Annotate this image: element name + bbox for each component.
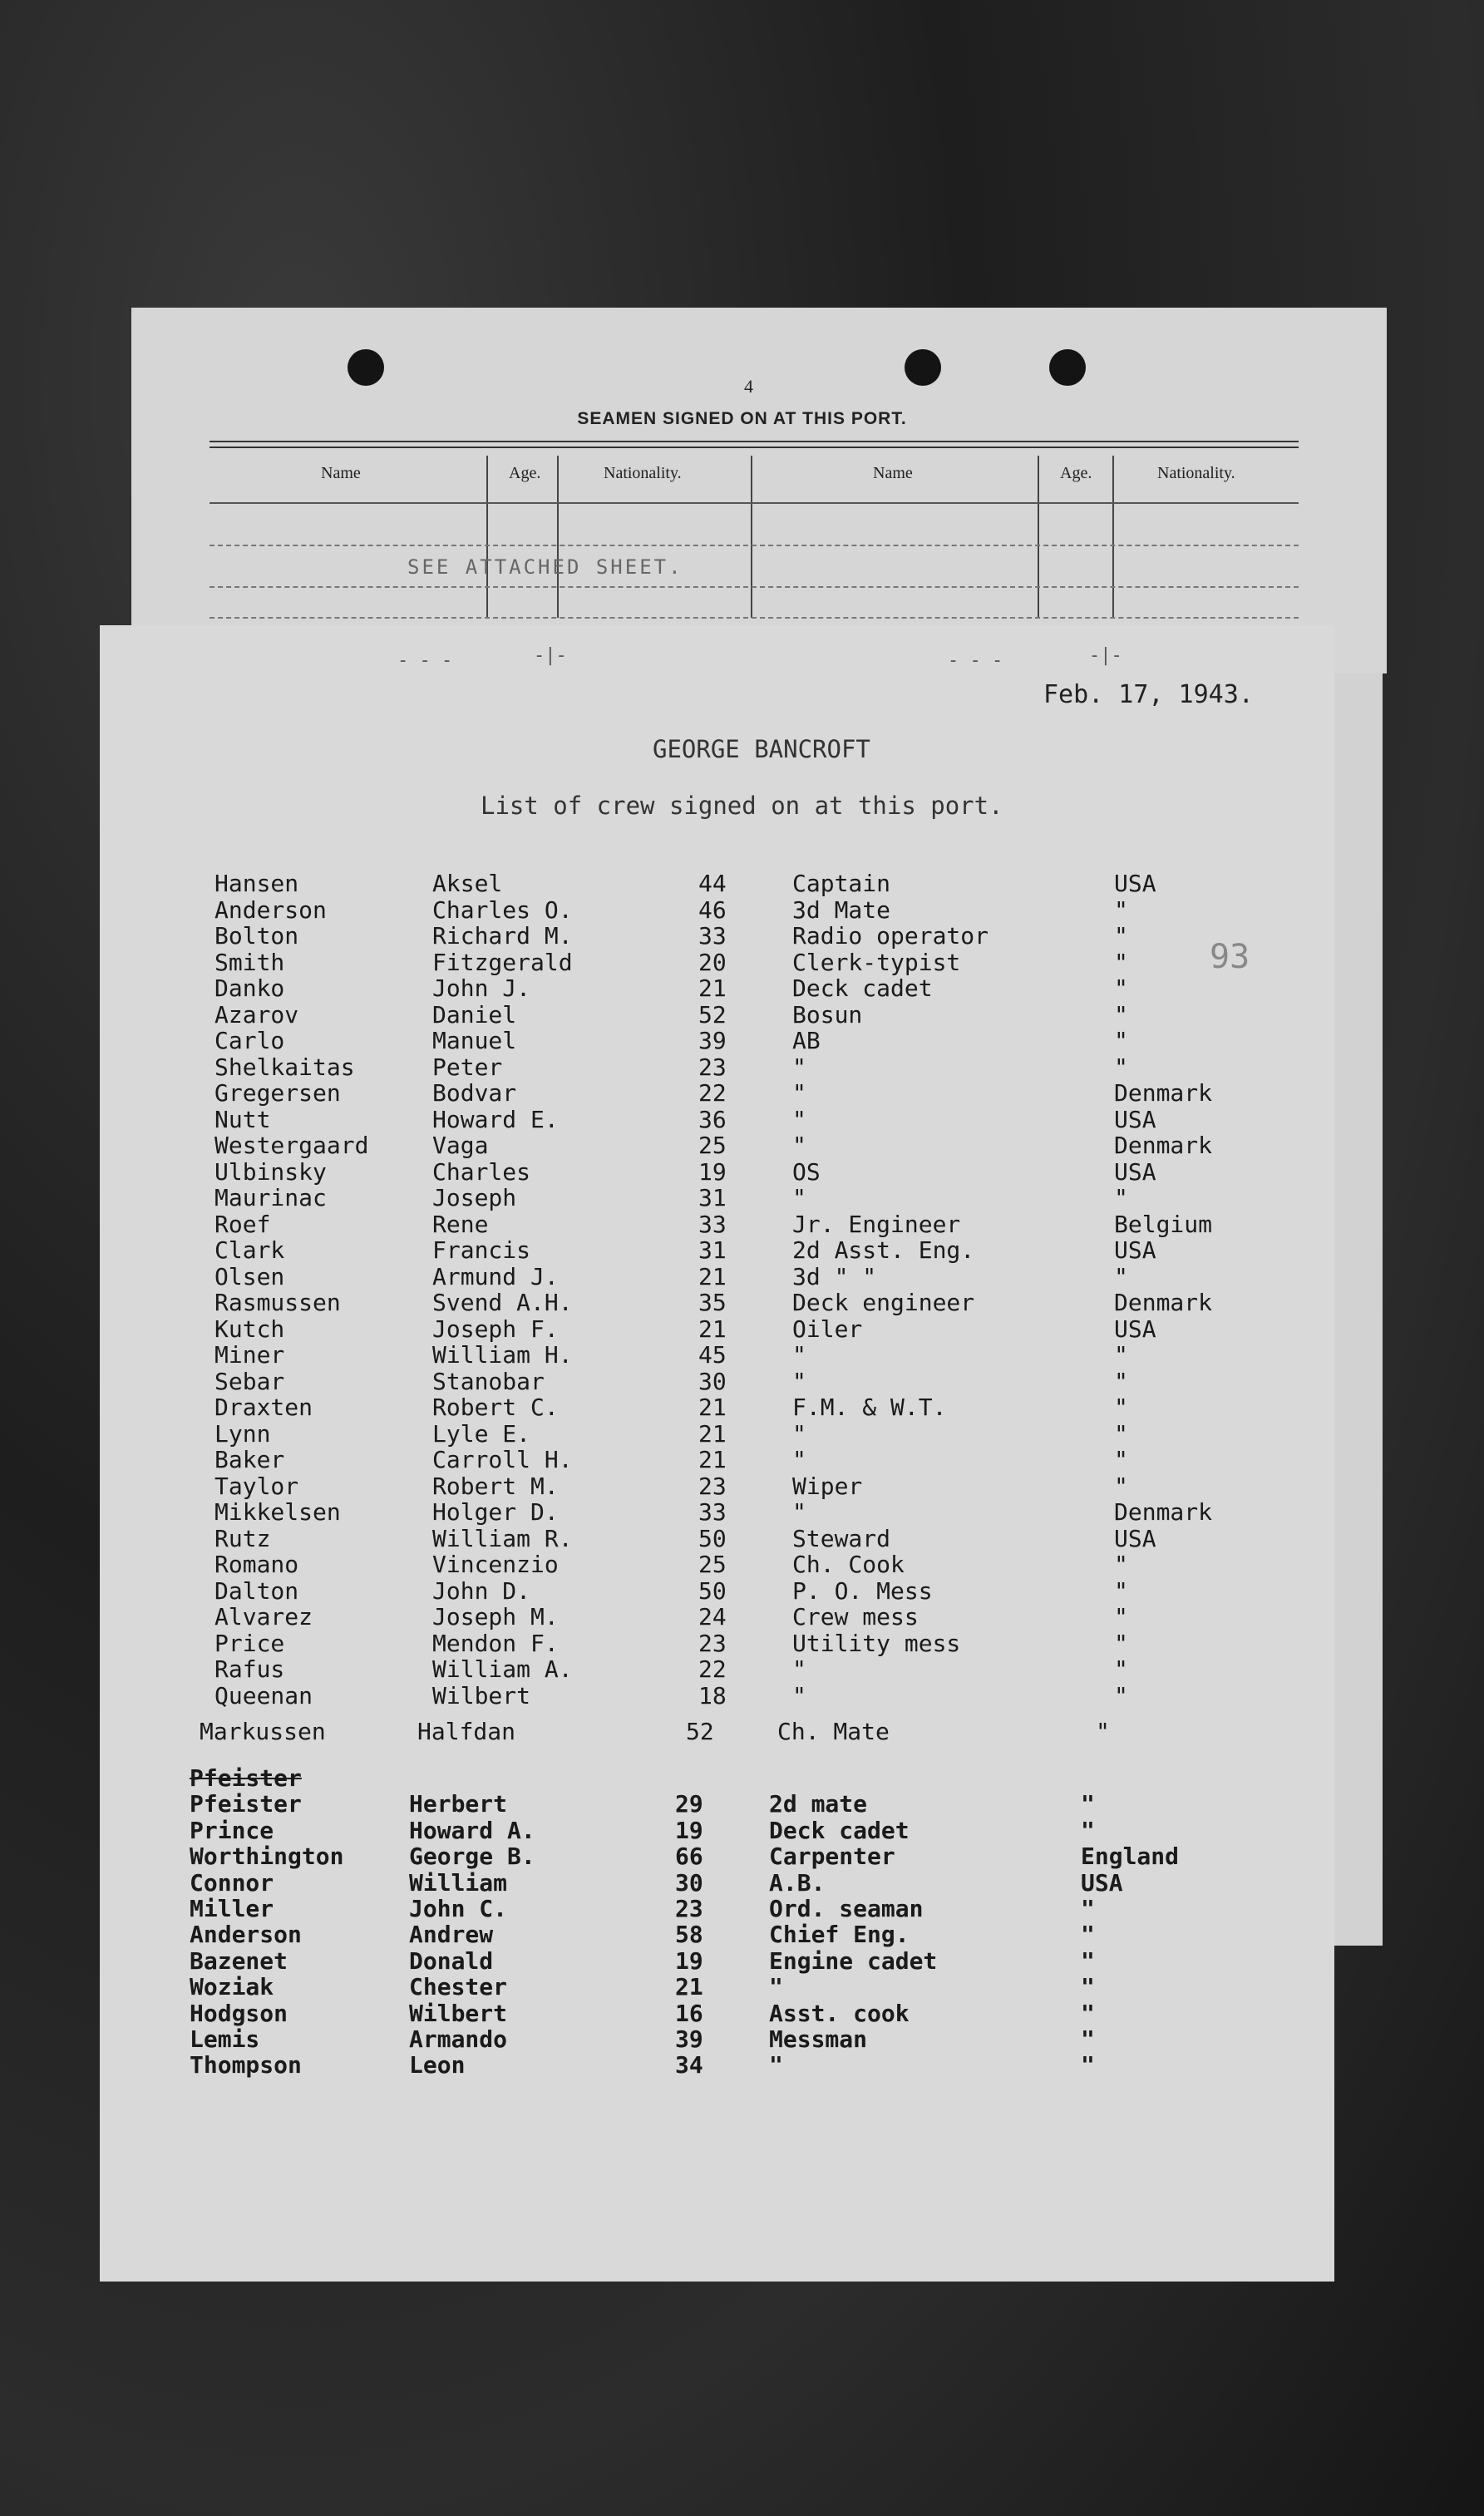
crew-first-name: Armund J. [432, 1262, 559, 1290]
crew-first-name: Howard E. [432, 1105, 559, 1133]
crew-row [0, 870, 1484, 896]
col-header-age: Age. [1060, 464, 1092, 482]
crew-nationality: " [1081, 2051, 1095, 2079]
crew-row [0, 1236, 1484, 1263]
crew-nationality: " [1081, 1946, 1095, 1975]
crew-first-name: Joseph M. [432, 1603, 559, 1630]
crew-first-name: Lyle E. [432, 1419, 531, 1448]
crew-row [0, 1027, 1484, 1053]
crew-first-name: Herbert [409, 1790, 508, 1818]
crew-nationality: Denmark [1114, 1079, 1213, 1107]
crew-row [0, 1106, 1484, 1132]
crew-role: Ch. Mate [777, 1718, 890, 1745]
crew-first-name: Holger D. [432, 1498, 559, 1526]
crew-role: Deck cadet [769, 1816, 910, 1844]
crew-age: 23 [675, 1895, 703, 1922]
crew-last-name: Hodgson [190, 1999, 288, 2027]
crew-nationality: USA [1114, 1236, 1156, 1264]
crew-role: Utility mess [792, 1629, 961, 1657]
crew-role: " [792, 1132, 806, 1159]
crew-last-name: Prince [190, 1816, 274, 1844]
crew-age: 22 [698, 1079, 727, 1107]
crew-first-name: Peter [432, 1053, 503, 1081]
crew-row [0, 1498, 1484, 1525]
crew-first-name: William [409, 1868, 508, 1897]
crew-role: Captain [792, 870, 891, 897]
crew-row [0, 949, 1484, 975]
crew-row [0, 922, 1484, 949]
crew-row [0, 1551, 1484, 1577]
crew-age: 25 [698, 1132, 727, 1159]
crew-last-name: Markussen [200, 1718, 326, 1745]
crew-last-name: Dalton [214, 1576, 299, 1605]
crew-role: Ord. seaman [769, 1895, 924, 1922]
crew-nationality: " [1114, 1341, 1128, 1369]
crew-age: 18 [698, 1681, 727, 1709]
crew-first-name: Robert C. [432, 1394, 559, 1421]
crew-first-name: Armando [409, 2025, 508, 2053]
col-header-nationality: Nationality. [604, 464, 682, 482]
crew-role: A.B. [769, 1868, 826, 1897]
crew-nationality: " [1114, 1551, 1128, 1578]
crew-row [0, 1184, 1484, 1211]
crew-role: Chief Eng. [769, 1921, 910, 1949]
crew-first-name: Wilbert [409, 1999, 508, 2027]
crew-first-name: William H. [432, 1341, 573, 1369]
crew-age: 24 [698, 1603, 727, 1630]
crew-nationality: " [1114, 922, 1128, 950]
crew-role: " [792, 1681, 806, 1709]
crew-row [0, 2025, 1484, 2052]
crew-age: 66 [675, 1843, 703, 1871]
crew-first-name: Charles [432, 1157, 531, 1186]
crew-row [0, 1263, 1484, 1290]
list-title: List of crew signed on at this port. [481, 792, 1003, 820]
crew-last-name: Nutt [214, 1105, 271, 1133]
crew-last-name: Olsen [214, 1262, 285, 1290]
crew-nationality: " [1114, 1000, 1128, 1029]
crew-role: " [792, 1367, 806, 1395]
crew-age: 19 [698, 1157, 727, 1186]
crew-last-name: Baker [214, 1446, 285, 1473]
crew-first-name: William R. [432, 1524, 573, 1552]
column-divider [557, 456, 559, 618]
crew-age: 23 [698, 1629, 727, 1657]
crew-row [0, 1921, 1484, 1947]
crew-nationality: " [1114, 1629, 1128, 1657]
crew-nationality: " [1081, 1999, 1095, 2027]
crew-last-name: Bazenet [190, 1946, 288, 1975]
crew-row [0, 1764, 1484, 1791]
crew-role: Ch. Cook [792, 1551, 905, 1578]
crew-last-name: Miller [190, 1895, 274, 1922]
crew-nationality: USA [1114, 870, 1156, 897]
crew-row [0, 1790, 1484, 1817]
crew-role: Deck engineer [792, 1289, 975, 1316]
crew-role: " [769, 1973, 783, 2001]
crew-age: 52 [698, 1000, 727, 1029]
crew-row [0, 1947, 1484, 1974]
form-line-fragment: - - - [948, 650, 1003, 671]
crew-last-name: Maurinac [214, 1184, 327, 1211]
crew-first-name: Mendon F. [432, 1629, 559, 1657]
crew-age: 31 [698, 1236, 727, 1264]
crew-last-name: Gregersen [214, 1079, 341, 1107]
crew-role: Radio operator [792, 922, 989, 950]
crew-age: 21 [698, 1419, 727, 1448]
crew-first-name: Wilbert [432, 1681, 531, 1709]
crew-age: 31 [698, 1184, 727, 1211]
form-line-fragment: -|- [1089, 645, 1122, 666]
crew-first-name: Joseph [432, 1184, 517, 1211]
crew-first-name: Robert M. [432, 1472, 559, 1500]
crew-role: " [792, 1446, 806, 1473]
crew-age: 19 [675, 1946, 703, 1975]
crew-role: " [792, 1105, 806, 1133]
crew-last-name: Shelkaitas [214, 1053, 355, 1081]
crew-nationality: " [1114, 1394, 1128, 1421]
column-divider [486, 456, 488, 618]
crew-age: 46 [698, 895, 727, 924]
crew-last-name: Rafus [214, 1655, 285, 1683]
crew-role: Asst. cook [769, 1999, 910, 2027]
crew-last-name: Roef [214, 1210, 271, 1238]
row-line [210, 617, 1299, 619]
crew-age: 21 [698, 1446, 727, 1473]
crew-age: 33 [698, 1210, 727, 1238]
document-date: Feb. 17, 1943. [1043, 680, 1254, 709]
crew-first-name: Fitzgerald [432, 948, 573, 976]
crew-row [0, 1315, 1484, 1342]
crew-row [0, 1869, 1484, 1896]
crew-nationality: " [1081, 1790, 1095, 1818]
crew-role: AB [792, 1027, 821, 1054]
crew-row [0, 1053, 1484, 1080]
crew-last-name: Romano [214, 1551, 299, 1578]
crew-last-name: Lemis [190, 2025, 260, 2053]
crew-role: Bosun [792, 1000, 863, 1029]
crew-first-name: Vaga [432, 1132, 489, 1159]
form-line-fragment: -|- [534, 645, 567, 666]
crew-age: 21 [698, 1394, 727, 1421]
punch-hole [905, 349, 941, 386]
crew-nationality: " [1081, 1973, 1095, 2001]
crew-row [0, 1655, 1484, 1682]
crew-last-name: Smith [214, 948, 285, 976]
crew-row [0, 1446, 1484, 1473]
crew-first-name: Daniel [432, 1000, 517, 1029]
crew-role: " [792, 1184, 806, 1211]
crew-first-name: Howard A. [409, 1816, 535, 1844]
crew-age: 21 [698, 1262, 727, 1290]
crew-last-name: Clark [214, 1236, 285, 1264]
crew-last-name: Danko [214, 974, 285, 1002]
crew-last-name: Azarov [214, 1000, 299, 1029]
crew-row [0, 2000, 1484, 2026]
crew-first-name: Carroll H. [432, 1446, 573, 1473]
crew-age: 45 [698, 1341, 727, 1369]
crew-nationality: " [1114, 974, 1128, 1002]
crew-row [0, 1079, 1484, 1106]
crew-nationality: Denmark [1114, 1498, 1213, 1526]
crew-nationality: Belgium [1114, 1210, 1213, 1238]
crew-last-name: Lynn [214, 1419, 271, 1448]
title-rule [210, 446, 1299, 448]
crew-age: 52 [686, 1718, 714, 1745]
crew-last-name: Price [214, 1629, 285, 1657]
crew-age: 44 [698, 870, 727, 897]
crew-age: 50 [698, 1524, 727, 1552]
crew-row [0, 1577, 1484, 1604]
crew-row [0, 1341, 1484, 1368]
crew-age: 30 [675, 1868, 703, 1897]
crew-last-name: Bolton [214, 922, 299, 950]
crew-nationality: " [1114, 948, 1128, 976]
crew-role: " [792, 1419, 806, 1448]
crew-nationality: " [1114, 1262, 1128, 1290]
crew-row [0, 1473, 1484, 1499]
crew-nationality: " [1114, 1027, 1128, 1054]
crew-last-name: Anderson [214, 895, 327, 924]
crew-last-name: Anderson [190, 1921, 302, 1949]
crew-age: 34 [675, 2051, 703, 2079]
crew-nationality: " [1114, 1446, 1128, 1473]
crew-first-name: Bodvar [432, 1079, 517, 1107]
ship-name: GEORGE BANCROFT [653, 735, 870, 763]
crew-first-name: Chester [409, 1973, 508, 2001]
crew-role: Wiper [792, 1472, 863, 1500]
crew-role: Jr. Engineer [792, 1210, 961, 1238]
crew-role: Carpenter [769, 1843, 895, 1871]
crew-nationality: " [1114, 1603, 1128, 1630]
crew-role: " [792, 1498, 806, 1526]
col-header-nationality: Nationality. [1157, 464, 1235, 482]
crew-last-name: Worthington [190, 1843, 344, 1871]
crew-first-name: George B. [409, 1843, 535, 1871]
form-line-fragment: - - - [397, 650, 453, 671]
crew-nationality: Denmark [1114, 1132, 1213, 1159]
crew-row [0, 1973, 1484, 2000]
crew-first-name: Vincenzio [432, 1551, 559, 1578]
crew-age: 33 [698, 922, 727, 950]
crew-role: Crew mess [792, 1603, 919, 1630]
crew-row [0, 1630, 1484, 1656]
crew-first-name: Halfdan [417, 1718, 516, 1745]
crew-row [0, 1603, 1484, 1630]
crew-age: 33 [698, 1498, 727, 1526]
crew-age: 35 [698, 1289, 727, 1316]
crew-first-name: Francis [432, 1236, 531, 1264]
crew-last-name: Kutch [214, 1315, 285, 1343]
crew-last-name: Ulbinsky [214, 1157, 327, 1186]
crew-first-name: John D. [432, 1576, 531, 1605]
crew-last-name: Hansen [214, 870, 299, 897]
title-rule [210, 441, 1299, 442]
crew-nationality: USA [1081, 1868, 1123, 1897]
crew-last-name: Connor [190, 1868, 274, 1897]
crew-nationality: " [1081, 1921, 1095, 1949]
punch-hole [348, 349, 384, 386]
col-header-age: Age. [509, 464, 541, 482]
stamped-number: 93 [1210, 938, 1250, 976]
crew-last-name: Rutz [214, 1524, 271, 1552]
crew-nationality: USA [1114, 1105, 1156, 1133]
crew-last-name: Thompson [190, 2051, 302, 2079]
crew-last-name: Taylor [214, 1472, 299, 1500]
crew-nationality: Denmark [1114, 1289, 1213, 1316]
crew-role: " [792, 1655, 806, 1683]
page-number: 4 [744, 376, 753, 397]
crew-age: 21 [698, 974, 727, 1002]
crew-age: 29 [675, 1790, 703, 1818]
row-line [210, 545, 1299, 546]
crew-last-name: Rasmussen [214, 1289, 341, 1316]
crew-row [0, 1895, 1484, 1922]
crew-age: 21 [698, 1315, 727, 1343]
crew-last-name: Miner [214, 1341, 285, 1369]
crew-first-name: Donald [409, 1946, 494, 1975]
crew-role: " [792, 1053, 806, 1081]
crew-first-name: Rene [432, 1210, 489, 1238]
crew-role: 3d Mate [792, 895, 891, 924]
crew-nationality: " [1114, 1184, 1128, 1211]
printed-form-sheet [131, 308, 1387, 673]
crew-role: Steward [792, 1524, 891, 1552]
column-divider [1038, 456, 1039, 618]
crew-row [0, 1817, 1484, 1843]
crew-role: " [769, 2051, 783, 2079]
crew-nationality: " [1114, 1472, 1128, 1500]
crew-last-name: Alvarez [214, 1603, 313, 1630]
crew-first-name: Richard M. [432, 922, 573, 950]
crew-row [0, 1211, 1484, 1237]
crew-nationality: USA [1114, 1157, 1156, 1186]
crew-last-name: Pfeister [190, 1790, 302, 1818]
crew-role: Engine cadet [769, 1946, 938, 1975]
crew-age: 23 [698, 1472, 727, 1500]
crew-last-name: Mikkelsen [214, 1498, 341, 1526]
crew-role: " [792, 1341, 806, 1369]
crew-nationality: " [1114, 1655, 1128, 1683]
crew-first-name: Joseph F. [432, 1315, 559, 1343]
header-rule [210, 502, 1299, 504]
crew-age: 50 [698, 1576, 727, 1605]
crew-row [0, 1158, 1484, 1185]
crew-age: 39 [698, 1027, 727, 1054]
crew-row [0, 974, 1484, 1001]
crew-nationality: " [1114, 1576, 1128, 1605]
crew-row [0, 1001, 1484, 1028]
crew-nationality: " [1081, 1816, 1095, 1844]
column-divider [1112, 456, 1114, 618]
crew-role: Messman [769, 2025, 868, 2053]
crew-nationality: USA [1114, 1315, 1156, 1343]
crew-row [0, 1682, 1484, 1709]
row-line [210, 586, 1299, 588]
crew-row [0, 1289, 1484, 1315]
crew-row [0, 1525, 1484, 1552]
crew-last-name: Carlo [214, 1027, 285, 1054]
crew-nationality: " [1114, 1367, 1128, 1395]
crew-role: 3d " " [792, 1262, 877, 1290]
crew-row [0, 1420, 1484, 1447]
crew-nationality: " [1114, 1681, 1128, 1709]
form-title: SEAMEN SIGNED ON AT THIS PORT. [577, 409, 907, 428]
crew-nationality: " [1114, 895, 1128, 924]
crew-role: OS [792, 1157, 821, 1186]
crew-row [0, 896, 1484, 923]
col-header-name: Name [873, 464, 913, 482]
crew-last-name: Pfeister [190, 1764, 302, 1792]
crew-row [0, 1132, 1484, 1158]
crew-age: 20 [698, 948, 727, 976]
crew-role: F.M. & W.T. [792, 1394, 947, 1421]
crew-last-name: Queenan [214, 1681, 313, 1709]
crew-nationality: " [1114, 1419, 1128, 1448]
crew-first-name: John J. [432, 974, 531, 1002]
crew-row [0, 1718, 1484, 1744]
crew-first-name: Manuel [432, 1027, 517, 1054]
crew-role: 2d mate [769, 1790, 868, 1818]
crew-first-name: Aksel [432, 870, 503, 897]
crew-role: Deck cadet [792, 974, 933, 1002]
col-header-name: Name [321, 464, 361, 482]
crew-row [0, 2051, 1484, 2078]
crew-role: P. O. Mess [792, 1576, 933, 1605]
crew-age: 22 [698, 1655, 727, 1683]
crew-nationality: " [1096, 1718, 1110, 1745]
crew-nationality: USA [1114, 1524, 1156, 1552]
crew-first-name: Charles O. [432, 895, 573, 924]
punch-hole [1049, 349, 1086, 386]
crew-nationality: " [1081, 1895, 1095, 1922]
column-divider [751, 456, 752, 618]
crew-row [0, 1843, 1484, 1869]
crew-nationality: England [1081, 1843, 1180, 1871]
crew-first-name: Leon [409, 2051, 466, 2079]
crew-age: 21 [675, 1973, 703, 2001]
crew-first-name: Andrew [409, 1921, 494, 1949]
crew-row [0, 1394, 1484, 1420]
crew-first-name: Stanobar [432, 1367, 545, 1395]
crew-role: Oiler [792, 1315, 863, 1343]
crew-age: 25 [698, 1551, 727, 1578]
crew-last-name: Westergaard [214, 1132, 369, 1159]
see-attached-note: SEE ATTACHED SHEET. [407, 555, 683, 579]
crew-role: " [792, 1079, 806, 1107]
crew-age: 36 [698, 1105, 727, 1133]
crew-nationality: " [1114, 1053, 1128, 1081]
crew-age: 39 [675, 2025, 703, 2053]
crew-first-name: John C. [409, 1895, 508, 1922]
crew-age: 23 [698, 1053, 727, 1081]
crew-age: 30 [698, 1367, 727, 1395]
crew-role: 2d Asst. Eng. [792, 1236, 975, 1264]
crew-first-name: Svend A.H. [432, 1289, 573, 1316]
crew-age: 58 [675, 1921, 703, 1949]
crew-row [0, 1368, 1484, 1394]
crew-nationality: " [1081, 2025, 1095, 2053]
crew-first-name: William A. [432, 1655, 573, 1683]
crew-age: 16 [675, 1999, 703, 2027]
crew-age: 19 [675, 1816, 703, 1844]
crew-last-name: Woziak [190, 1973, 274, 2001]
crew-last-name: Draxten [214, 1394, 313, 1421]
crew-last-name: Sebar [214, 1367, 285, 1395]
crew-role: Clerk-typist [792, 948, 961, 976]
